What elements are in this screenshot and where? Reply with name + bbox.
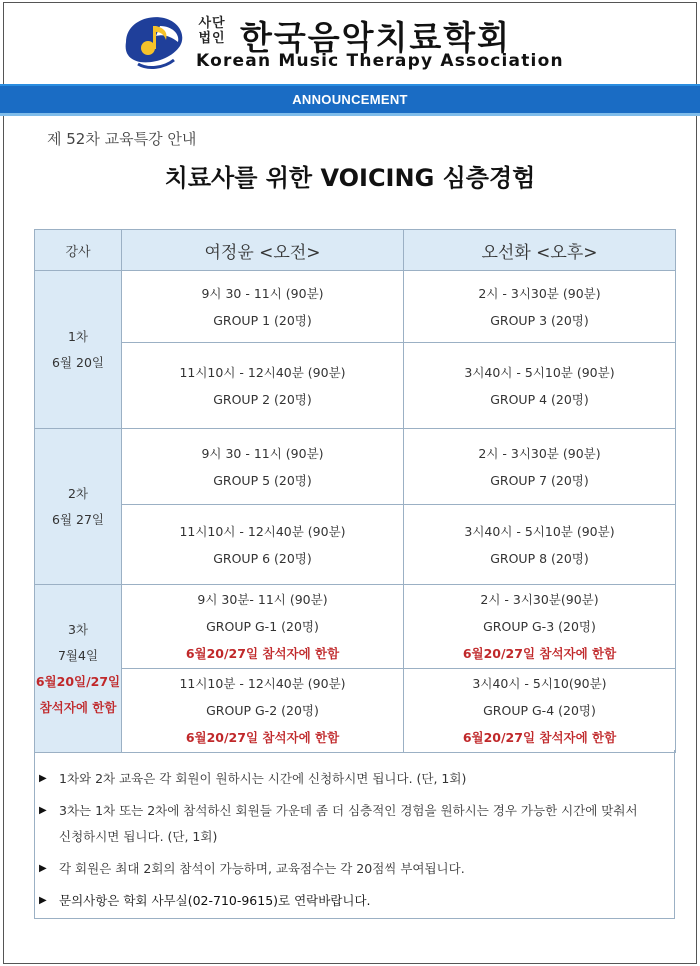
group-label: GROUP 6 (20명)	[213, 550, 312, 566]
note-text: 1차와 2차 교육은 각 회원이 원하시는 시간에 신청하시면 됩니다. (단, 1회)	[59, 771, 467, 786]
attendance-note: 6월20/27일 참석자에 한함	[185, 646, 340, 661]
org-name-korean: 한국음악치료학회	[240, 18, 512, 57]
schedule-table	[34, 229, 676, 753]
group-label: GROUP 7 (20명)	[490, 472, 589, 488]
list-item	[39, 766, 664, 792]
session-cell	[35, 585, 122, 753]
session-cell	[35, 271, 122, 429]
list-item	[39, 856, 664, 882]
time-range: 3시40시 - 5시10분 (90분)	[464, 523, 615, 539]
triangle-bullet-icon: ▶	[39, 773, 47, 784]
group-label: GROUP G-4 (20명)	[483, 703, 596, 718]
attendance-note: 6월20/27일 참석자에 한함	[185, 730, 340, 745]
header-morning-instructor: 여정윤 <오전>	[122, 230, 404, 271]
time-range: 11시10분 - 12시40분 (90분)	[179, 676, 346, 691]
schedule-cell	[404, 669, 676, 753]
time-range: 2시 - 3시30분 (90분)	[478, 285, 601, 301]
schedule-cell	[122, 429, 404, 505]
session-restriction: 참석자에 한함	[39, 699, 117, 715]
group-label: GROUP 5 (20명)	[213, 472, 312, 488]
attendance-note: 6월20/27일 참석자에 한함	[462, 730, 617, 745]
announcement-banner: ANNOUNCEMENT	[0, 86, 700, 113]
group-label: GROUP 8 (20명)	[490, 550, 589, 566]
time-range: 11시10시 - 12시40분 (90분)	[179, 364, 346, 380]
session-date: 6월 20일	[52, 354, 104, 370]
time-range: 9시 30 - 11시 (90분)	[201, 285, 324, 301]
time-range: 9시 30 - 11시 (90분)	[201, 445, 324, 461]
session-number: 2차	[67, 485, 89, 501]
schedule-cell	[122, 585, 404, 669]
note-text: 문의사항은 학회 사무실(02-710-9615)로 연락바랍니다.	[59, 893, 371, 908]
time-range: 3시40시 - 5시10분 (90분)	[464, 364, 615, 380]
session-date: 6월 27일	[52, 511, 104, 527]
schedule-cell	[404, 429, 676, 505]
schedule-cell	[122, 271, 404, 343]
note-text-line: 3차는 1차 또는 2차에 참석하신 회원들 가운데 좀 더 심층적인 경험을 원하시는 경우 가능한 시간에 맞춰서	[59, 803, 638, 818]
table-row	[35, 271, 676, 343]
header-afternoon-instructor: 오선화 <오후>	[404, 230, 676, 271]
group-label: GROUP G-2 (20명)	[206, 703, 319, 718]
list-item	[39, 798, 664, 850]
group-label: GROUP 4 (20명)	[490, 391, 589, 407]
time-range: 2시 - 3시30분 (90분)	[478, 445, 601, 461]
time-range: 3시40시 - 5시10(90분)	[472, 676, 607, 691]
triangle-bullet-icon: ▶	[39, 805, 47, 816]
header-instructor-label: 강사	[35, 230, 122, 271]
header-rule-bottom	[0, 113, 700, 116]
session-number: 3차	[67, 621, 89, 637]
session-number: 1차	[67, 328, 89, 344]
table-row	[35, 585, 676, 669]
schedule-cell	[404, 343, 676, 429]
org-name-english: Korean Music Therapy Association	[196, 51, 564, 71]
schedule-cell	[122, 669, 404, 753]
note-text	[59, 798, 664, 850]
note-text-line: 신청하시면 됩니다. (단, 1회)	[59, 829, 218, 844]
table-row	[35, 343, 676, 429]
triangle-bullet-icon: ▶	[39, 895, 47, 906]
schedule-cell	[404, 271, 676, 343]
announcement-subtitle: 제 52차 교육특강 안내	[47, 130, 197, 148]
group-label: GROUP G-1 (20명)	[206, 619, 319, 634]
group-label: GROUP 2 (20명)	[213, 391, 312, 407]
session-restriction: 6월20일/27일	[35, 673, 121, 689]
group-label: GROUP 1 (20명)	[213, 312, 312, 328]
table-row	[35, 669, 676, 753]
list-item	[39, 888, 664, 914]
music-note-logo-icon	[120, 12, 190, 72]
schedule-cell	[404, 505, 676, 585]
note-text: 각 회원은 최대 2회의 참석이 가능하며, 교육점수는 각 20점씩 부여됩니다.	[59, 861, 465, 876]
page-title: 치료사를 위한 VOICING 심층경험	[164, 164, 536, 192]
notes-box	[34, 750, 675, 919]
table-row	[35, 505, 676, 585]
header	[0, 0, 700, 86]
session-date: 7월4일	[57, 647, 99, 663]
org-prefix: 사단 법인	[198, 16, 226, 46]
attendance-note: 6월20/27일 참석자에 한함	[462, 646, 617, 661]
table-row	[35, 429, 676, 505]
table-header-row	[35, 230, 676, 271]
group-label: GROUP G-3 (20명)	[483, 619, 596, 634]
time-range: 2시 - 3시30분(90분)	[480, 592, 599, 607]
triangle-bullet-icon: ▶	[39, 863, 47, 874]
schedule-cell	[404, 585, 676, 669]
time-range: 9시 30분- 11시 (90분)	[197, 592, 328, 607]
schedule-cell	[122, 343, 404, 429]
schedule-cell	[122, 505, 404, 585]
session-cell	[35, 429, 122, 585]
time-range: 11시10시 - 12시40분 (90분)	[179, 523, 346, 539]
group-label: GROUP 3 (20명)	[490, 312, 589, 328]
